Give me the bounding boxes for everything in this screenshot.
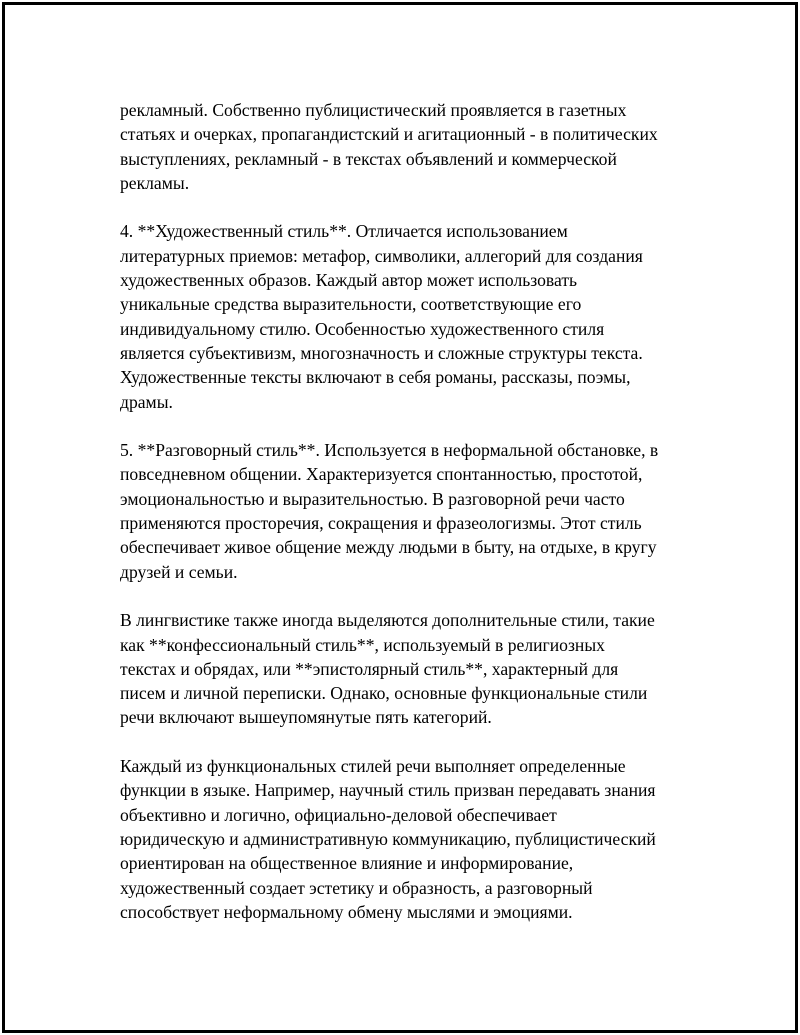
text-line: речи включают вышеупомянутые пять категорий. bbox=[120, 707, 492, 728]
text-line: писем и личной переписки. Однако, основные функциональные стили bbox=[120, 683, 648, 704]
text-line: художественных образов. Каждый автор может использовать bbox=[120, 270, 578, 291]
text-line: ориентирован на общественное влияние и информирование, bbox=[120, 853, 574, 874]
document-body bbox=[120, 98, 720, 948]
text-line: 5. **Разговорный стиль**. Используется в неформальной обстановке, в bbox=[120, 440, 659, 461]
text-line: юридическую и административную коммуникацию, публицистический bbox=[120, 828, 656, 849]
text-line: индивидуальному стилю. Особенностью художественного стиля bbox=[120, 318, 605, 339]
text-line: литературных приемов: метафор, символики, аллегорий для создания bbox=[120, 245, 643, 266]
text-line: является субъективизм, многозначность и сложные структуры текста. bbox=[120, 342, 643, 363]
text-line: применяются просторечия, сокращения и фразеологизмы. Этот стиль bbox=[120, 513, 642, 534]
text-line: объективно и логично, официально-деловой обеспечивает bbox=[120, 804, 557, 825]
text-line: текстах и обрядах, или **эпистолярный стиль**, характерный для bbox=[120, 658, 619, 679]
paragraph-colloquial-style bbox=[120, 438, 720, 584]
text-line: 4. **Художественный стиль**. Отличается использованием bbox=[120, 221, 568, 242]
paragraph-artistic-style bbox=[120, 219, 720, 413]
text-line: выступлениях, рекламный - в текстах объявлений и коммерческой bbox=[120, 148, 617, 169]
paragraph-functions-summary bbox=[120, 754, 720, 924]
text-line: друзей и семьи. bbox=[120, 561, 238, 582]
text-line: В лингвистике также иногда выделяются дополнительные стили, такие bbox=[120, 610, 655, 631]
text-line: уникальные средства выразительности, соответствующие его bbox=[120, 294, 582, 315]
text-line: Художественные тексты включают в себя романы, рассказы, поэмы, bbox=[120, 367, 631, 388]
page-frame bbox=[2, 2, 798, 1033]
text-line: Каждый из функциональных стилей речи выполняет определенные bbox=[120, 756, 626, 777]
text-line: обеспечивает живое общение между людьми в быту, на отдыхе, в кругу bbox=[120, 537, 657, 558]
text-line: статьях и очерках, пропагандистский и агитационный - в политических bbox=[120, 124, 658, 145]
text-line: художественный создает эстетику и образность, а разговорный bbox=[120, 877, 593, 898]
text-line: драмы. bbox=[120, 391, 173, 412]
text-line: функции в языке. Например, научный стиль призван передавать знания bbox=[120, 780, 656, 801]
text-line: рекламный. Собственно публицистический проявляется в газетных bbox=[120, 100, 627, 120]
text-line: как **конфессиональный стиль**, используемый в религиозных bbox=[120, 634, 605, 655]
text-line: повседневном общении. Характеризуется спонтанностью, простотой, bbox=[120, 464, 643, 485]
text-line: эмоциональностью и выразительностью. В разговорной речи часто bbox=[120, 488, 625, 509]
paragraph-additional-styles bbox=[120, 608, 720, 729]
text-line: рекламы. bbox=[120, 172, 190, 193]
paragraph-publicistic-continued bbox=[120, 98, 720, 195]
text-line: способствует неформальному обмену мыслями и эмоциями. bbox=[120, 901, 573, 922]
